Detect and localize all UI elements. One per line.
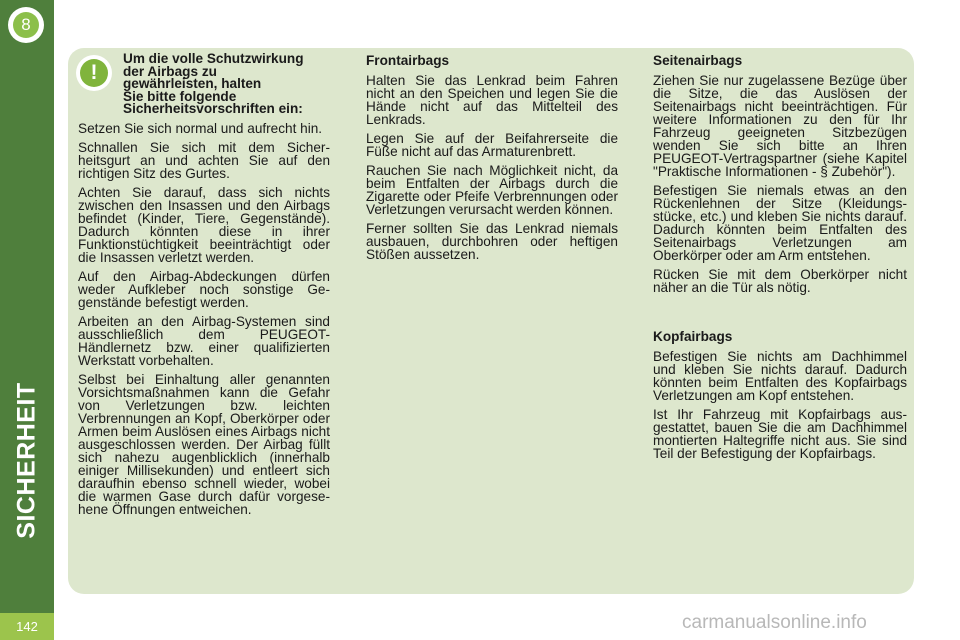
side-airbags-column [653, 54, 907, 300]
warning-paragraph: Selbst bei Einhaltung aller genannten Vorsichtsmaßnahmen kann die Gefahr von Verletzungen bzw. leichten Verbrennungen an Kopf, Oberkörper oder Armen beim Auslösen eines Airbags nicht ausgeschlossen werden. Der Airbag füllt sich nahezu augenblicklich (innerhalb einiger Millisekunden) und entleert sich daraufhin ebenso schnell wieder, wobei die warmen Gase durch dafür vorgesehene Öffnungen entweichen. [78, 372, 330, 517]
chapter-badge [8, 7, 44, 43]
head-paragraph: Ist Ihr Fahrzeug mit Kopfairbags ausgestattet, bauen Sie die am Dachhimmel montierten Haltegriffe nicht aus. Sie sind Teil der Befestigung der Kopfairbags. [653, 407, 907, 461]
front-paragraph: Ferner sollten Sie das Lenkrad niemals ausbauen, durchbohren oder heftigen Stößen aussetzen. [366, 221, 618, 262]
warning-paragraph: Setzen Sie sich normal und aufrecht hin. [78, 121, 323, 136]
side-airbags-heading: Seitenairbags [653, 53, 743, 68]
warning-column [78, 122, 330, 522]
warning-paragraph: Auf den Airbag-Abdeckungen dürfen weder Aufkleber noch sonstige Gegenstände befestigt werden. [78, 269, 330, 310]
section-title [2, 330, 52, 590]
section-title-text: SICHERHEIT [12, 381, 41, 539]
front-paragraph: Legen Sie auf der Beifahrerseite die Füße nicht auf das Armaturenbrett. [366, 131, 618, 159]
watermark: carmanualsonline.info [682, 612, 867, 633]
warning-heading-line: gewährleisten, halten [123, 76, 262, 91]
side-paragraph: Rücken Sie mit dem Oberkörper nicht näher an die Tür als nötig. [653, 267, 907, 295]
side-paragraph: Ziehen Sie nur zugelassene Bezüge über die Sitze, die das Auslösen der Seitenairbags nicht beeinträchtigen. Für weitere Informationen zu den für Ihr Fahrzeug geeigneten Sitzbezügen wenden Sie sich bitte an Ihren PEUGEOT-Vertragspartner (siehe Kapitel "Praktische Informationen - § Zubehör"). [653, 73, 907, 179]
front-airbags-heading: Frontairbags [366, 53, 450, 68]
exclamation-icon: ! [80, 59, 108, 87]
front-paragraph: Halten Sie das Lenkrad beim Fahren nicht an den Speichen und legen Sie die Hände nicht auf das Mittelteil des Lenkrads. [366, 73, 618, 127]
warning-heading-line: der Airbags zu [123, 63, 217, 79]
warning-heading-line: Sie bitte folgende [123, 88, 237, 104]
warning-icon [76, 55, 112, 91]
warning-paragraph: Schnallen Sie sich mit dem Sicherheitsgurt an und achten Sie auf den richtigen Sitz des Gurtes. [78, 140, 330, 181]
page-number: 142 [0, 613, 54, 640]
chapter-sidebar [0, 0, 54, 640]
side-paragraph: Befestigen Sie niemals etwas an den Rückenlehnen der Sitze (Kleidungsstücke, etc.) und kleben Sie nichts darauf. Dadurch könnten beim Entfalten des Seitenairbags Verletzungen am Oberkörper oder am Arm entstehen. [653, 183, 907, 263]
warning-heading [123, 53, 338, 116]
head-paragraph: Befestigen Sie nichts am Dachhimmel und kleben Sie nichts darauf. Dadurch könnten beim Entfalten des Kopfairbags Verletzungen am Kopf entstehen. [653, 349, 907, 403]
head-airbags-heading: Kopfairbags [653, 329, 733, 344]
front-paragraph: Rauchen Sie nach Möglichkeit nicht, da beim Entfalten der Airbags durch die Zigarette oder Pfeife Verbrennungen oder Verletzungen verursacht werden können. [366, 163, 618, 217]
warning-paragraph: Arbeiten an den Airbag-Systemen sind ausschließlich dem PEUGEOT-Händlernetz bzw. einer qualifizierten Werkstatt vorbehalten. [78, 314, 330, 368]
warning-heading-line: Sicherheitsvorschriften ein: [123, 101, 303, 116]
front-airbags-column [366, 54, 618, 267]
chapter-number: 8 [13, 12, 39, 38]
head-airbags-column [653, 330, 907, 466]
warning-paragraph: Achten Sie darauf, dass sich nichts zwischen den Insassen und den Airbags befindet (Kinder, Tiere, Gegenstände). Dadurch könnten diese in ihrer Funktionstüchtigkeit beeinträchtigt oder die Insassen verletzt werden. [78, 185, 330, 265]
warning-heading-line: Um die volle Schutzwirkung [123, 51, 304, 66]
